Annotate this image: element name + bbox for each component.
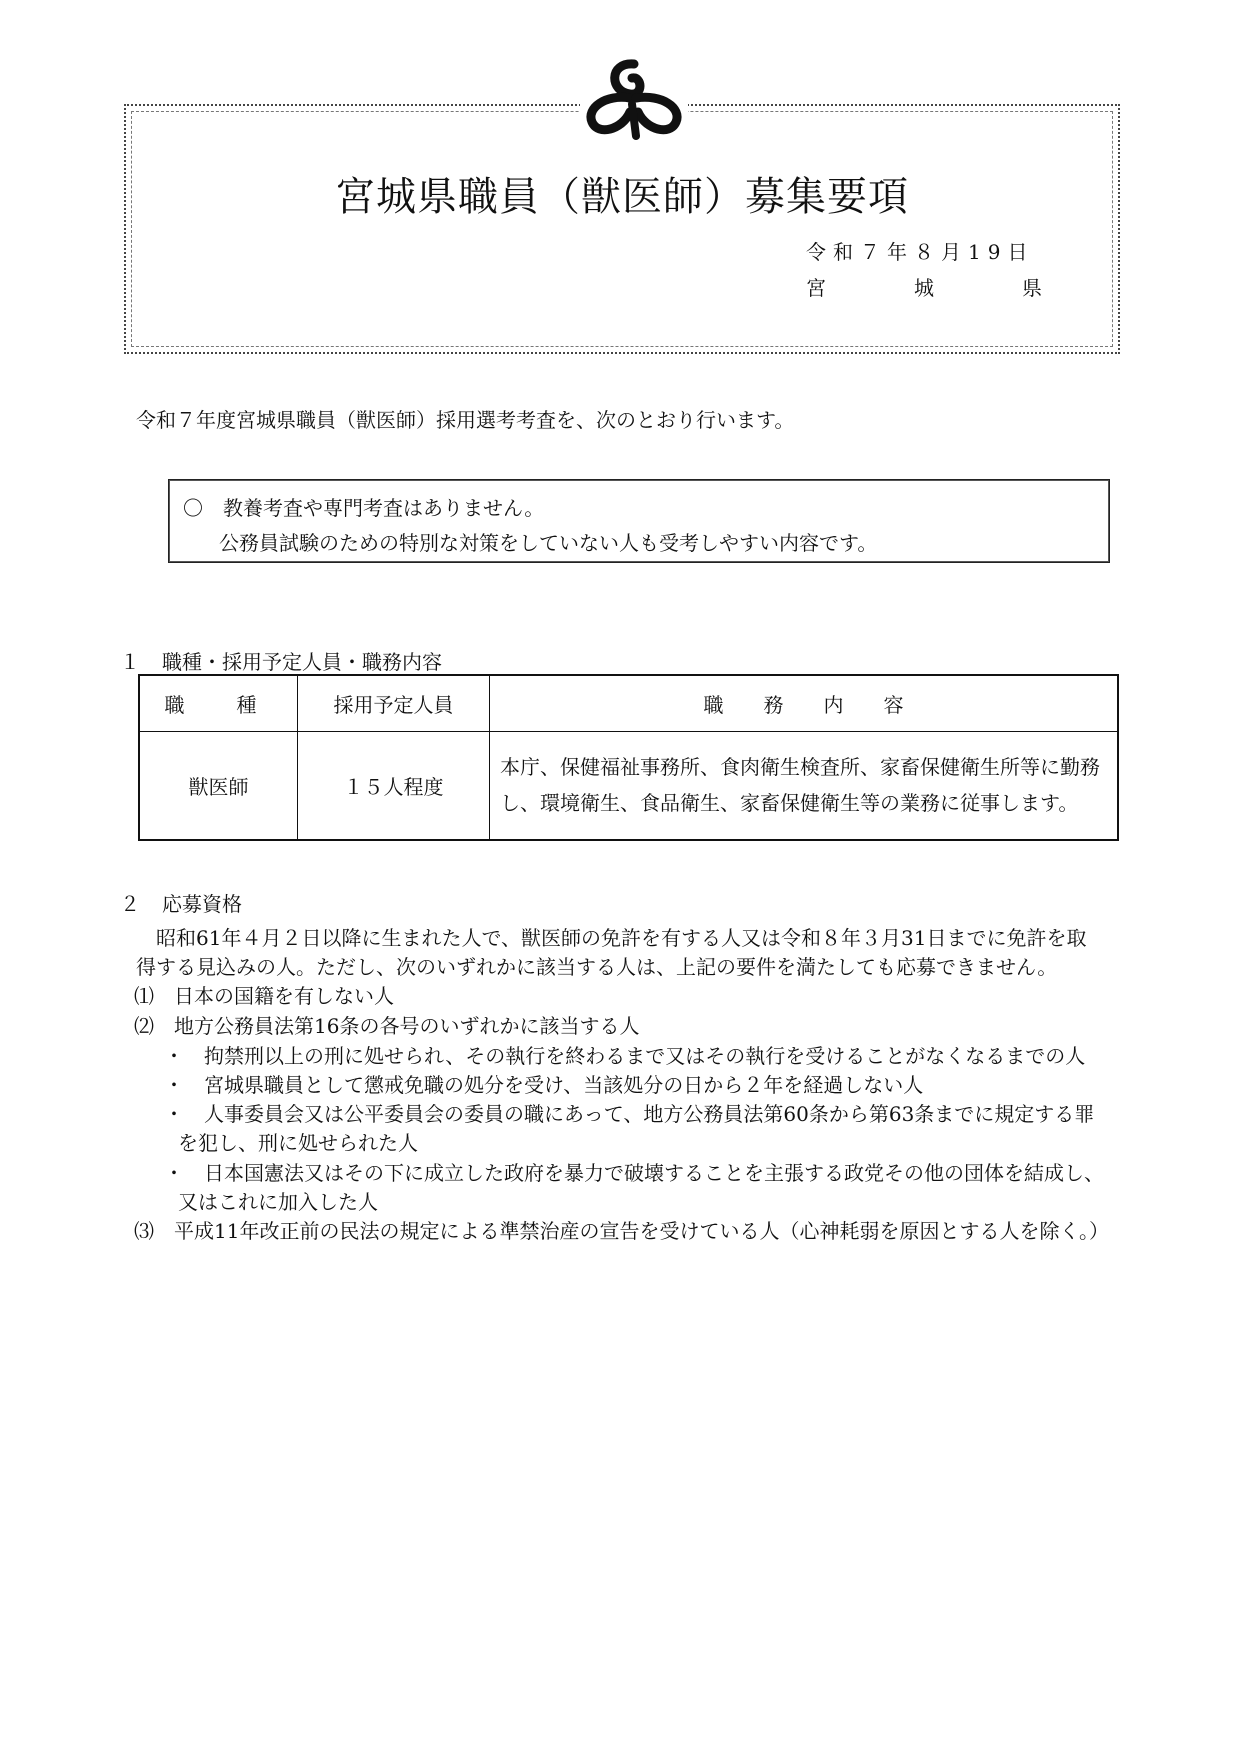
notice-line: 公務員試験のための特別な対策をしていない人も受考しやすい内容です。 <box>219 531 878 555</box>
issue-date: 令和７年８月19日 <box>806 240 1035 264</box>
bullet-mark: ・ <box>164 1073 184 1097</box>
column-header-count: 採用予定人員 <box>298 675 490 732</box>
issuer-char: 城 <box>914 276 934 300</box>
job-cell: 獣医師 <box>139 732 298 840</box>
sub-item-continuation: 又はこれに加入した人 <box>178 1190 378 1214</box>
list-item <box>134 980 394 1009</box>
table-row <box>139 732 1118 840</box>
sub-list-item <box>164 1040 1085 1069</box>
section-number: １ <box>120 650 140 674</box>
bullet-mark: ・ <box>164 1102 184 1126</box>
section-2-heading <box>120 888 242 917</box>
section-title: 職種・採用予定人員・職務内容 <box>162 650 442 674</box>
notice-text: 教養考査や専門考査はありません。 <box>223 496 545 520</box>
duties-cell: 本庁、保健福祉事務所、食肉衛生検査所、家畜保健衛生所等に勤務し、環境衛生、食品衛生、家畜保健衛生等の業務に従事します。 <box>490 732 1119 840</box>
column-header-duties: 職 務 内 容 <box>490 675 1119 732</box>
notice-box <box>168 479 1110 563</box>
table-header-row <box>139 675 1118 732</box>
job-table <box>138 674 1119 841</box>
item-mark: ⑵ <box>134 1014 154 1038</box>
sub-item-text: 拘禁刑以上の刑に処せられ、その執行を終わるまで又はその執行を受けることがなくなるまでの人 <box>204 1044 1086 1068</box>
document-title: 宮城県職員（獣医師）募集要項 <box>335 174 909 220</box>
section-title: 応募資格 <box>162 892 242 916</box>
sub-item-text: 宮城県職員として懲戒免職の処分を受け、当該処分の日から２年を経過しない人 <box>204 1073 924 1097</box>
notice-line <box>183 492 544 521</box>
bullet-mark: ・ <box>164 1161 184 1185</box>
header-frame <box>124 104 1120 354</box>
list-item <box>134 1215 1109 1244</box>
sub-item-text: 人事委員会又は公平委員会の委員の職にあって、地方公務員法第60条から第63条までに規定する罪 <box>204 1102 1095 1126</box>
notice-bullet: 〇 <box>183 496 203 520</box>
bullet-mark: ・ <box>164 1044 184 1068</box>
item-text: 平成11年改正前の民法の規定による準禁治産の宣告を受けている人（心神耗弱を原因とする人を除く。） <box>174 1219 1110 1243</box>
issuer-char: 宮 <box>806 276 826 300</box>
item-mark: ⑴ <box>134 984 154 1008</box>
item-text: 地方公務員法第16条の各号のいずれかに該当する人 <box>174 1014 640 1038</box>
prefecture-emblem-icon <box>580 56 688 140</box>
item-text: 日本の国籍を有しない人 <box>174 984 394 1008</box>
eligibility-paragraph-line: 昭和61年４月２日以降に生まれた人で、獣医師の免許を有する人又は令和８年３月31日までに免許を取 <box>156 926 1087 950</box>
eligibility-paragraph-line: 得する見込みの人。ただし、次のいずれかに該当する人は、上記の要件を満たしても応募できません。 <box>136 955 1058 979</box>
issuer-char: 県 <box>1022 276 1042 300</box>
sub-list-item <box>164 1157 1104 1186</box>
sub-item-continuation: を犯し、刑に処せられた人 <box>178 1131 418 1155</box>
list-item <box>134 1010 639 1039</box>
sub-item-text: 日本国憲法又はその下に成立した政府を暴力で破壊することを主張する政党その他の団体を結成し、 <box>204 1161 1104 1185</box>
column-header-job: 職 種 <box>139 675 298 732</box>
sub-list-item <box>164 1098 1094 1127</box>
count-cell: １５人程度 <box>298 732 490 840</box>
issuer <box>806 272 1042 301</box>
item-mark: ⑶ <box>134 1219 154 1243</box>
intro-text: 令和７年度宮城県職員（獣医師）採用選考考査を、次のとおり行います。 <box>136 408 795 432</box>
section-1-heading <box>120 646 442 675</box>
sub-list-item <box>164 1069 923 1098</box>
section-number: ２ <box>120 892 140 916</box>
